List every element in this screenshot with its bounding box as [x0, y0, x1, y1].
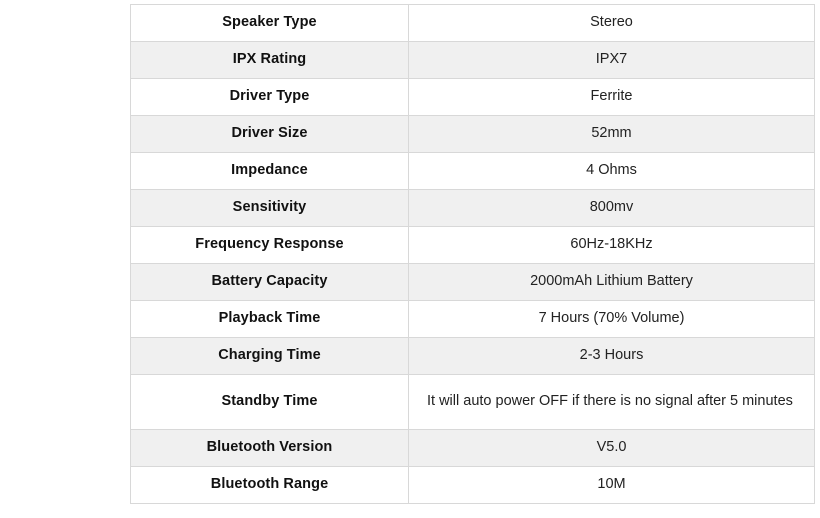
table-body	[131, 5, 815, 504]
spec-label: Frequency Response	[131, 227, 409, 264]
table-row	[131, 375, 815, 430]
table-row	[131, 42, 815, 79]
table-row	[131, 153, 815, 190]
spec-label: Playback Time	[131, 301, 409, 338]
table-row	[131, 467, 815, 504]
spec-value: 60Hz-18KHz	[409, 227, 815, 264]
spec-label: IPX Rating	[131, 42, 409, 79]
table-row	[131, 430, 815, 467]
table-row	[131, 227, 815, 264]
spec-value: V5.0	[409, 430, 815, 467]
spec-label: Bluetooth Version	[131, 430, 409, 467]
spec-value: 7 Hours (70% Volume)	[409, 301, 815, 338]
spec-label: Standby Time	[131, 375, 409, 430]
specifications-table	[130, 4, 815, 504]
spec-value: 52mm	[409, 116, 815, 153]
table-row	[131, 264, 815, 301]
spec-label: Driver Type	[131, 79, 409, 116]
spec-label: Speaker Type	[131, 5, 409, 42]
table-row	[131, 79, 815, 116]
spec-value: It will auto power OFF if there is no signal after 5 minutes	[409, 375, 815, 430]
spec-label: Impedance	[131, 153, 409, 190]
spec-label: Charging Time	[131, 338, 409, 375]
spec-label: Driver Size	[131, 116, 409, 153]
table-row	[131, 5, 815, 42]
spec-label: Battery Capacity	[131, 264, 409, 301]
spec-value: Stereo	[409, 5, 815, 42]
spec-label: Bluetooth Range	[131, 467, 409, 504]
table-row	[131, 301, 815, 338]
spec-label: Sensitivity	[131, 190, 409, 227]
table-row	[131, 116, 815, 153]
table-row	[131, 338, 815, 375]
spec-value: 800mv	[409, 190, 815, 227]
spec-value: 4 Ohms	[409, 153, 815, 190]
spec-value: 2000mAh Lithium Battery	[409, 264, 815, 301]
table-row	[131, 190, 815, 227]
spec-value: Ferrite	[409, 79, 815, 116]
spec-value: 10M	[409, 467, 815, 504]
spec-value: IPX7	[409, 42, 815, 79]
spec-value: 2-3 Hours	[409, 338, 815, 375]
